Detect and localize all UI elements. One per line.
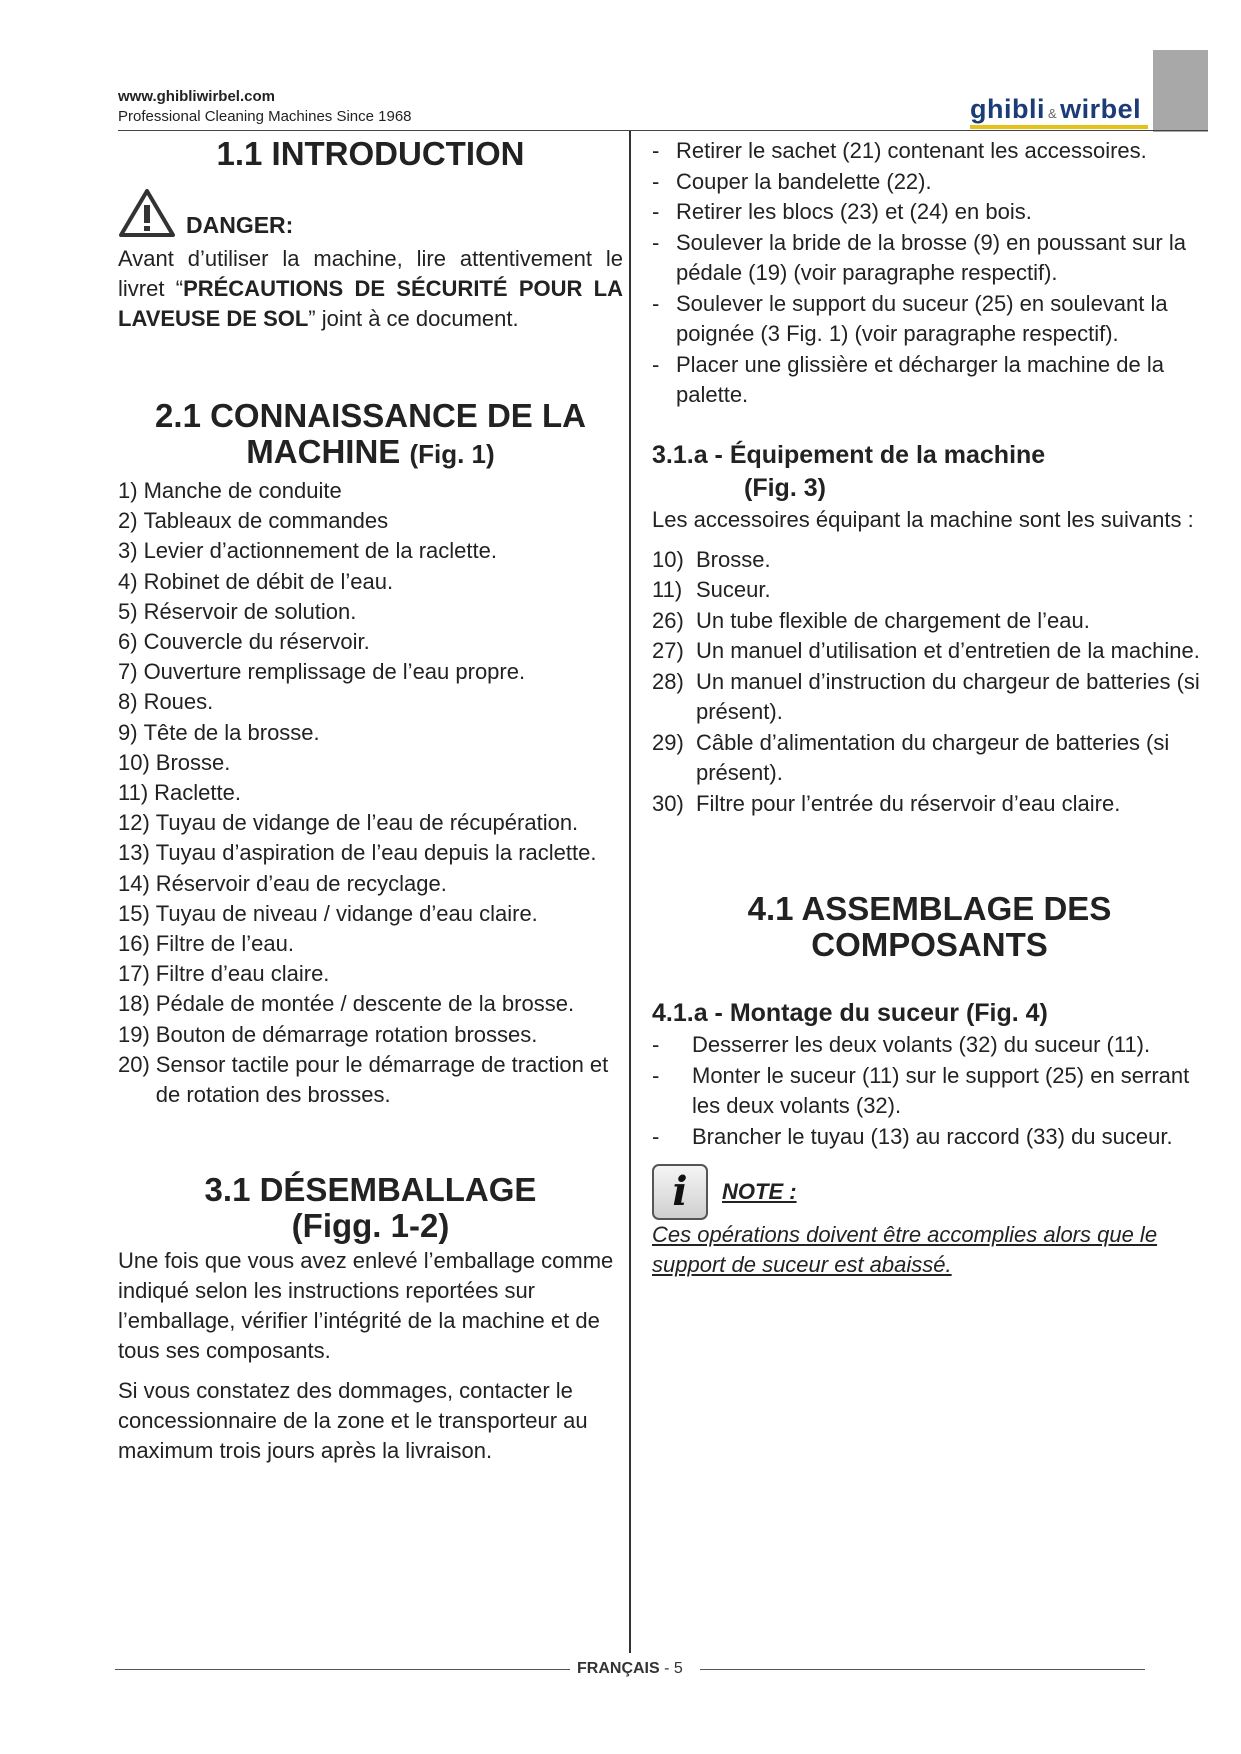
list-item	[652, 789, 1207, 820]
list-item	[118, 778, 623, 808]
footer-separator: -	[664, 1660, 670, 1677]
item-text: Soulever le support du suceur (25) en soulevant la poignée (3 Fig. 1) (voir paragraphe respectif).	[676, 290, 1168, 346]
item-number: 1)	[118, 478, 138, 503]
list-item	[652, 728, 1207, 789]
list-item	[652, 575, 1207, 606]
knowledge-fig-ref: (Fig. 1)	[409, 439, 495, 469]
item-number: 16)	[118, 931, 150, 957]
list-item	[652, 667, 1207, 728]
logo-underline-bar	[970, 125, 1148, 129]
dash-bullet: -	[652, 138, 660, 163]
list-item	[118, 657, 623, 687]
list-item	[652, 350, 1207, 411]
logo-ampersand: &	[1047, 106, 1058, 121]
danger-label: DANGER:	[186, 212, 294, 238]
footer-language: FRANÇAIS	[577, 1660, 660, 1677]
item-number: 12)	[118, 810, 150, 836]
item-text: Tuyau de vidange de l’eau de récupération.	[155, 810, 579, 836]
note-callout	[652, 1164, 1207, 1220]
equipment-title: Équipement de la machine	[729, 440, 1046, 469]
intro-paragraph	[118, 244, 623, 334]
item-text: Placer une glissière et décharger la machine de la palette.	[676, 351, 1164, 407]
list-item	[118, 506, 623, 536]
assembly-steps-list	[652, 1030, 1207, 1152]
item-text: Brosse.	[696, 546, 771, 572]
equipment-heading	[652, 439, 1207, 505]
company-tagline: Professional Cleaning Machines Since 1968	[118, 108, 412, 125]
item-text: Filtre d’eau claire.	[155, 961, 330, 987]
assembly-subheading: 4.1.a - Montage du suceur (Fig. 4)	[652, 999, 1048, 1027]
list-item	[118, 718, 623, 748]
unpacking-heading	[118, 1172, 623, 1244]
item-number: 9)	[118, 719, 138, 745]
item-number: 19)	[118, 1021, 150, 1047]
left-column	[118, 136, 623, 1466]
list-item	[118, 476, 623, 506]
item-text: Couper la bandelette (22).	[676, 168, 932, 194]
list-item	[118, 687, 623, 717]
item-text: Suceur.	[696, 577, 771, 602]
list-item	[652, 167, 1207, 198]
intro-heading: 1.1 INTRODUCTION	[216, 135, 525, 172]
item-text: Bouton de démarrage rotation brosses.	[155, 1021, 538, 1047]
list-item	[652, 1122, 1207, 1153]
item-number: 15)	[118, 900, 150, 926]
item-number: 2)	[118, 508, 138, 534]
list-item	[118, 536, 623, 566]
item-number: 29)	[652, 729, 684, 755]
item-text: Un manuel d’instruction du chargeur de batteries (si présent).	[696, 668, 1200, 724]
item-number: 13)	[118, 840, 150, 866]
right-column	[652, 136, 1207, 1280]
note-label: NOTE :	[722, 1179, 797, 1204]
dash-bullet: -	[652, 1123, 660, 1149]
item-text: Brancher le tuyau (13) au raccord (33) du suceur.	[692, 1123, 1173, 1149]
list-item	[118, 929, 623, 959]
item-text: Tuyau de niveau / vidange d’eau claire.	[155, 900, 538, 926]
list-item	[652, 545, 1207, 576]
footer-page-label	[577, 1660, 683, 1678]
dash-bullet: -	[652, 351, 660, 377]
list-item	[652, 606, 1207, 637]
item-number: 3)	[118, 538, 138, 564]
intro-text-end: ” joint à ce document.	[308, 306, 519, 331]
list-item	[118, 899, 623, 929]
item-number: 10)	[118, 749, 150, 775]
list-item	[118, 1050, 623, 1110]
list-item	[118, 959, 623, 989]
assembly-heading: 4.1 ASSEMBLAGE DES COMPOSANTS	[747, 890, 1112, 963]
logo-left-word: ghibli	[970, 94, 1045, 124]
knowledge-heading	[118, 398, 623, 472]
item-number: 11)	[118, 780, 149, 806]
item-text: Pédale de montée / descente de la brosse.	[155, 991, 575, 1017]
equipment-fig-ref: (Fig. 3)	[744, 473, 826, 502]
item-text: Ouverture remplissage de l’eau propre.	[143, 659, 526, 685]
item-text: Raclette.	[154, 780, 241, 806]
list-item	[118, 1020, 623, 1050]
warning-triangle-icon	[118, 188, 176, 238]
list-item	[652, 228, 1207, 289]
item-text: Tableaux de commandes	[143, 508, 389, 534]
list-item	[652, 636, 1207, 667]
list-item	[118, 567, 623, 597]
list-item	[652, 1061, 1207, 1122]
item-text: Monter le suceur (11) sur le support (25) en serrant les deux volants (32).	[692, 1062, 1190, 1118]
list-item	[652, 197, 1207, 228]
item-text: Filtre pour l’entrée du réservoir d’eau claire.	[696, 790, 1121, 816]
item-text: Roues.	[143, 689, 214, 715]
info-icon: i	[652, 1164, 708, 1220]
item-number: 10)	[652, 546, 684, 572]
item-number: 27)	[652, 638, 684, 663]
item-number: 4)	[118, 568, 138, 594]
list-item	[118, 597, 623, 627]
equipment-intro: Les accessoires équipant la machine sont les suivants :	[652, 506, 1194, 532]
item-number: 11)	[652, 577, 683, 602]
item-text: Desserrer les deux volants (32) du suceur (11).	[692, 1032, 1151, 1057]
item-number: 28)	[652, 668, 684, 694]
website-url: www.ghibliwirbel.com	[118, 88, 275, 105]
item-number: 7)	[118, 659, 138, 685]
unpacking-steps-list	[652, 136, 1207, 411]
list-item	[118, 808, 623, 838]
equipment-number: 3.1.a -	[652, 440, 723, 469]
dash-bullet: -	[652, 229, 660, 255]
item-number: 18)	[118, 991, 150, 1017]
list-item	[652, 289, 1207, 350]
dash-bullet: -	[652, 199, 660, 224]
dash-bullet: -	[652, 290, 660, 316]
item-number: 6)	[118, 629, 138, 655]
footer-rule-right	[700, 1669, 1145, 1670]
list-item	[118, 838, 623, 868]
item-text: Sensor tactile pour le démarrage de traction et de rotation des brosses.	[155, 1051, 609, 1108]
intro-booklet-title: PRÉCAUTIONS DE SÉCURITÉ POUR LA LAVEUSE DE SOL	[118, 276, 623, 331]
item-text: Levier d’actionnement de la raclette.	[143, 538, 497, 564]
item-text: Réservoir d’eau de recyclage.	[155, 870, 447, 896]
item-text: Tête de la brosse.	[143, 719, 320, 745]
footer-rule-left	[115, 1669, 570, 1670]
item-text: Retirer les blocs (23) et (24) en bois.	[676, 199, 1032, 224]
page-number: 5	[673, 1660, 683, 1677]
item-number: 20)	[118, 1051, 150, 1077]
item-number: 14)	[118, 870, 150, 896]
danger-callout	[118, 188, 623, 238]
item-text: Manche de conduite	[143, 478, 342, 503]
list-item	[118, 869, 623, 899]
list-item	[118, 748, 623, 778]
item-text: Retirer le sachet (21) contenant les accessoires.	[676, 138, 1147, 163]
list-item	[652, 136, 1207, 167]
item-text: Soulever la bride de la brosse (9) en poussant sur la pédale (19) (voir paragraphe respectif).	[676, 229, 1186, 285]
item-text: Réservoir de solution.	[143, 598, 357, 624]
unpacking-paragraph-2: Si vous constatez des dommages, contacter le concessionnaire de la zone et le transporteur au maximum trois jours après la livraison.	[118, 1378, 588, 1464]
item-text: Brosse.	[155, 749, 231, 775]
dash-bullet: -	[652, 1062, 660, 1088]
header-divider	[118, 130, 1208, 131]
brand-logo	[970, 94, 1141, 125]
list-item	[652, 1030, 1207, 1061]
dash-bullet: -	[652, 1032, 660, 1057]
item-text: Un tube flexible de chargement de l’eau.	[696, 607, 1090, 633]
item-number: 26)	[652, 607, 684, 633]
intro-text-start: Avant d’utiliser la machine, lire attentivement le livret “	[118, 246, 623, 301]
item-text: Robinet de débit de l’eau.	[143, 568, 394, 594]
unpacking-fig-ref: (Figg. 1-2)	[291, 1207, 450, 1245]
item-number: 17)	[118, 961, 150, 987]
item-text: Un manuel d’utilisation et d’entretien de la machine.	[696, 638, 1200, 663]
item-text: Tuyau d’aspiration de l’eau depuis la raclette.	[155, 840, 597, 866]
list-item	[118, 627, 623, 657]
item-number: 5)	[118, 598, 138, 624]
unpacking-title: 3.1 DÉSEMBALLAGE	[204, 1171, 537, 1209]
equipment-list	[652, 545, 1207, 820]
unpacking-paragraph-1: Une fois que vous avez enlevé l’emballage comme indiqué selon les instructions reportées sur l’emballage, vérifier l’intégrité de la machine et de tous ses composants.	[118, 1248, 614, 1364]
item-number: 30)	[652, 790, 684, 816]
item-text: Filtre de l’eau.	[155, 931, 294, 957]
knowledge-title: 2.1 CONNAISSANCE DE LA MACHINE	[155, 397, 586, 470]
logo-right-word: wirbel	[1060, 94, 1142, 124]
item-text: Câble d’alimentation du chargeur de batteries (si présent).	[696, 729, 1170, 785]
dash-bullet: -	[652, 168, 660, 194]
page-corner-tab	[1153, 50, 1208, 132]
machine-parts-list	[118, 476, 623, 1110]
item-text: Couvercle du réservoir.	[143, 629, 370, 655]
note-text: Ces opérations doivent être accomplies alors que le support de suceur est abaissé.	[652, 1222, 1158, 1277]
item-number: 8)	[118, 689, 138, 715]
list-item	[118, 989, 623, 1019]
column-divider	[629, 131, 631, 1653]
